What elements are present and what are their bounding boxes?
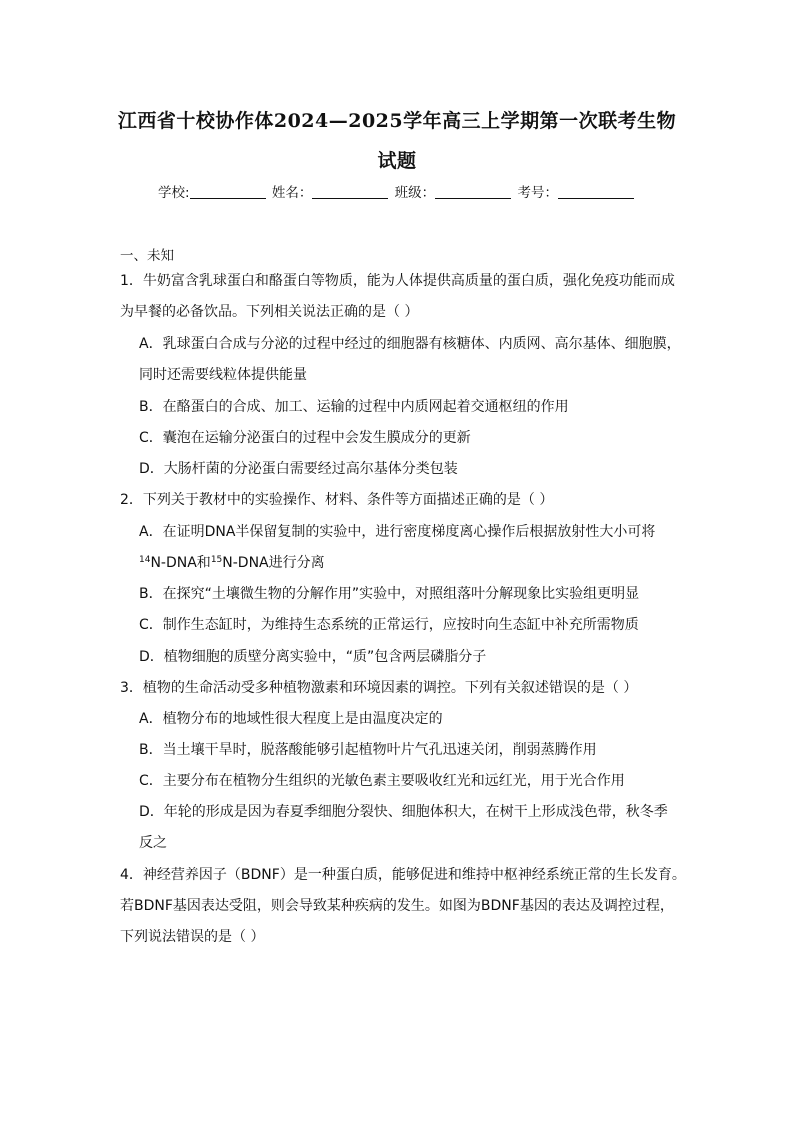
name-label: 姓名： [271, 185, 313, 201]
exam-title-continued: 试题 [377, 150, 417, 172]
q2-option-a: A．在证明DNA半保留复制的实验中，进行密度梯度离心操作后根据放射性大小可将 [139, 524, 656, 540]
q3-option-d: D．年轮的形成是因为春夏季细胞分裂快、细胞体积大，在树干上形成浅色带，秋冬季 [139, 804, 668, 820]
q1-stem-line1: 1．牛奶富含乳球蛋白和酪蛋白等物质，能为人体提供高质量的蛋白质，强化免疫功能而成 [120, 273, 675, 289]
q2-option-d: D．植物细胞的质壁分离实验中，“质”包含两层磷脂分子 [139, 649, 487, 665]
q3-stem: 3．植物的生命活动受多种植物激素和环境因素的调控。下列有关叙述错误的是（ ） [120, 680, 638, 696]
q2-stem: 2．下列关于教材中的实验操作、材料、条件等方面描述正确的是（ ） [120, 492, 554, 508]
name-blank[interactable] [312, 184, 388, 199]
q2-option-c: C．制作生态缸时，为维持生态系统的正常运行，应按时向生态缸中补充所需物质 [139, 617, 639, 633]
q4-stem-line1: 4．神经营养因子（BDNF）是一种蛋白质，能够促进和维持中枢神经系统正常的生长发育。 [120, 867, 686, 883]
class-label: 班级： [394, 185, 436, 201]
exam-number-label: 考号： [517, 185, 558, 201]
q2-option-a-text-end: N-DNA进行分离 [222, 555, 325, 571]
school-blank[interactable] [190, 184, 266, 199]
isotope-superscript-14: 14 [139, 555, 151, 565]
q3-option-d-continued: 反之 [139, 835, 167, 851]
q2-option-a-text: N-DNA和 [150, 555, 211, 571]
q2-option-a-continued [139, 552, 325, 572]
isotope-superscript-15: 15 [210, 555, 223, 565]
q1-option-a-continued: 同时还需要线粒体提供能量 [139, 367, 307, 383]
q1-option-a: A．乳球蛋白合成与分泌的过程中经过的细胞器有核糖体、内质网、高尔基体、细胞膜， [139, 336, 681, 352]
q4-stem-line2: 若BDNF基因表达受阻，则会导致某种疾病的发生。如图为BDNF基因的表达及调控过程， [120, 898, 674, 914]
q3-option-b: B．当土壤干旱时，脱落酸能够引起植物叶片气孔迅速关闭，削弱蒸腾作用 [139, 742, 597, 758]
school-label: 学校: [158, 185, 190, 201]
q3-option-c: C．主要分布在植物分生组织的光敏色素主要吸收红光和远红光，用于光合作用 [139, 773, 625, 789]
q4-stem-line3: 下列说法错误的是（ ） [120, 929, 265, 945]
class-blank[interactable] [435, 184, 511, 199]
q1-option-d: D．大肠杆菌的分泌蛋白需要经过高尔基体分类包装 [139, 461, 458, 477]
exam-title: 江西省十校协作体2024—2025学年高三上学期第一次联考生物 [117, 110, 677, 132]
q3-option-a: A．植物分布的地域性很大程度上是由温度决定的 [139, 711, 443, 727]
q1-option-c: C．囊泡在运输分泌蛋白的过程中会发生膜成分的更新 [139, 430, 471, 446]
q1-stem-line2: 为早餐的必备饮品。下列相关说法正确的是（ ） [120, 304, 419, 320]
exam-number-blank[interactable] [558, 184, 634, 199]
q1-option-b: B．在酪蛋白的合成、加工、运输的过程中内质网起着交通枢纽的作用 [139, 399, 569, 415]
section-heading: 一、未知 [120, 248, 174, 264]
q2-option-b: B．在探究“土壤微生物的分解作用”实验中，对照组落叶分解现象比实验组更明显 [139, 586, 640, 602]
student-info-row [0, 181, 794, 201]
